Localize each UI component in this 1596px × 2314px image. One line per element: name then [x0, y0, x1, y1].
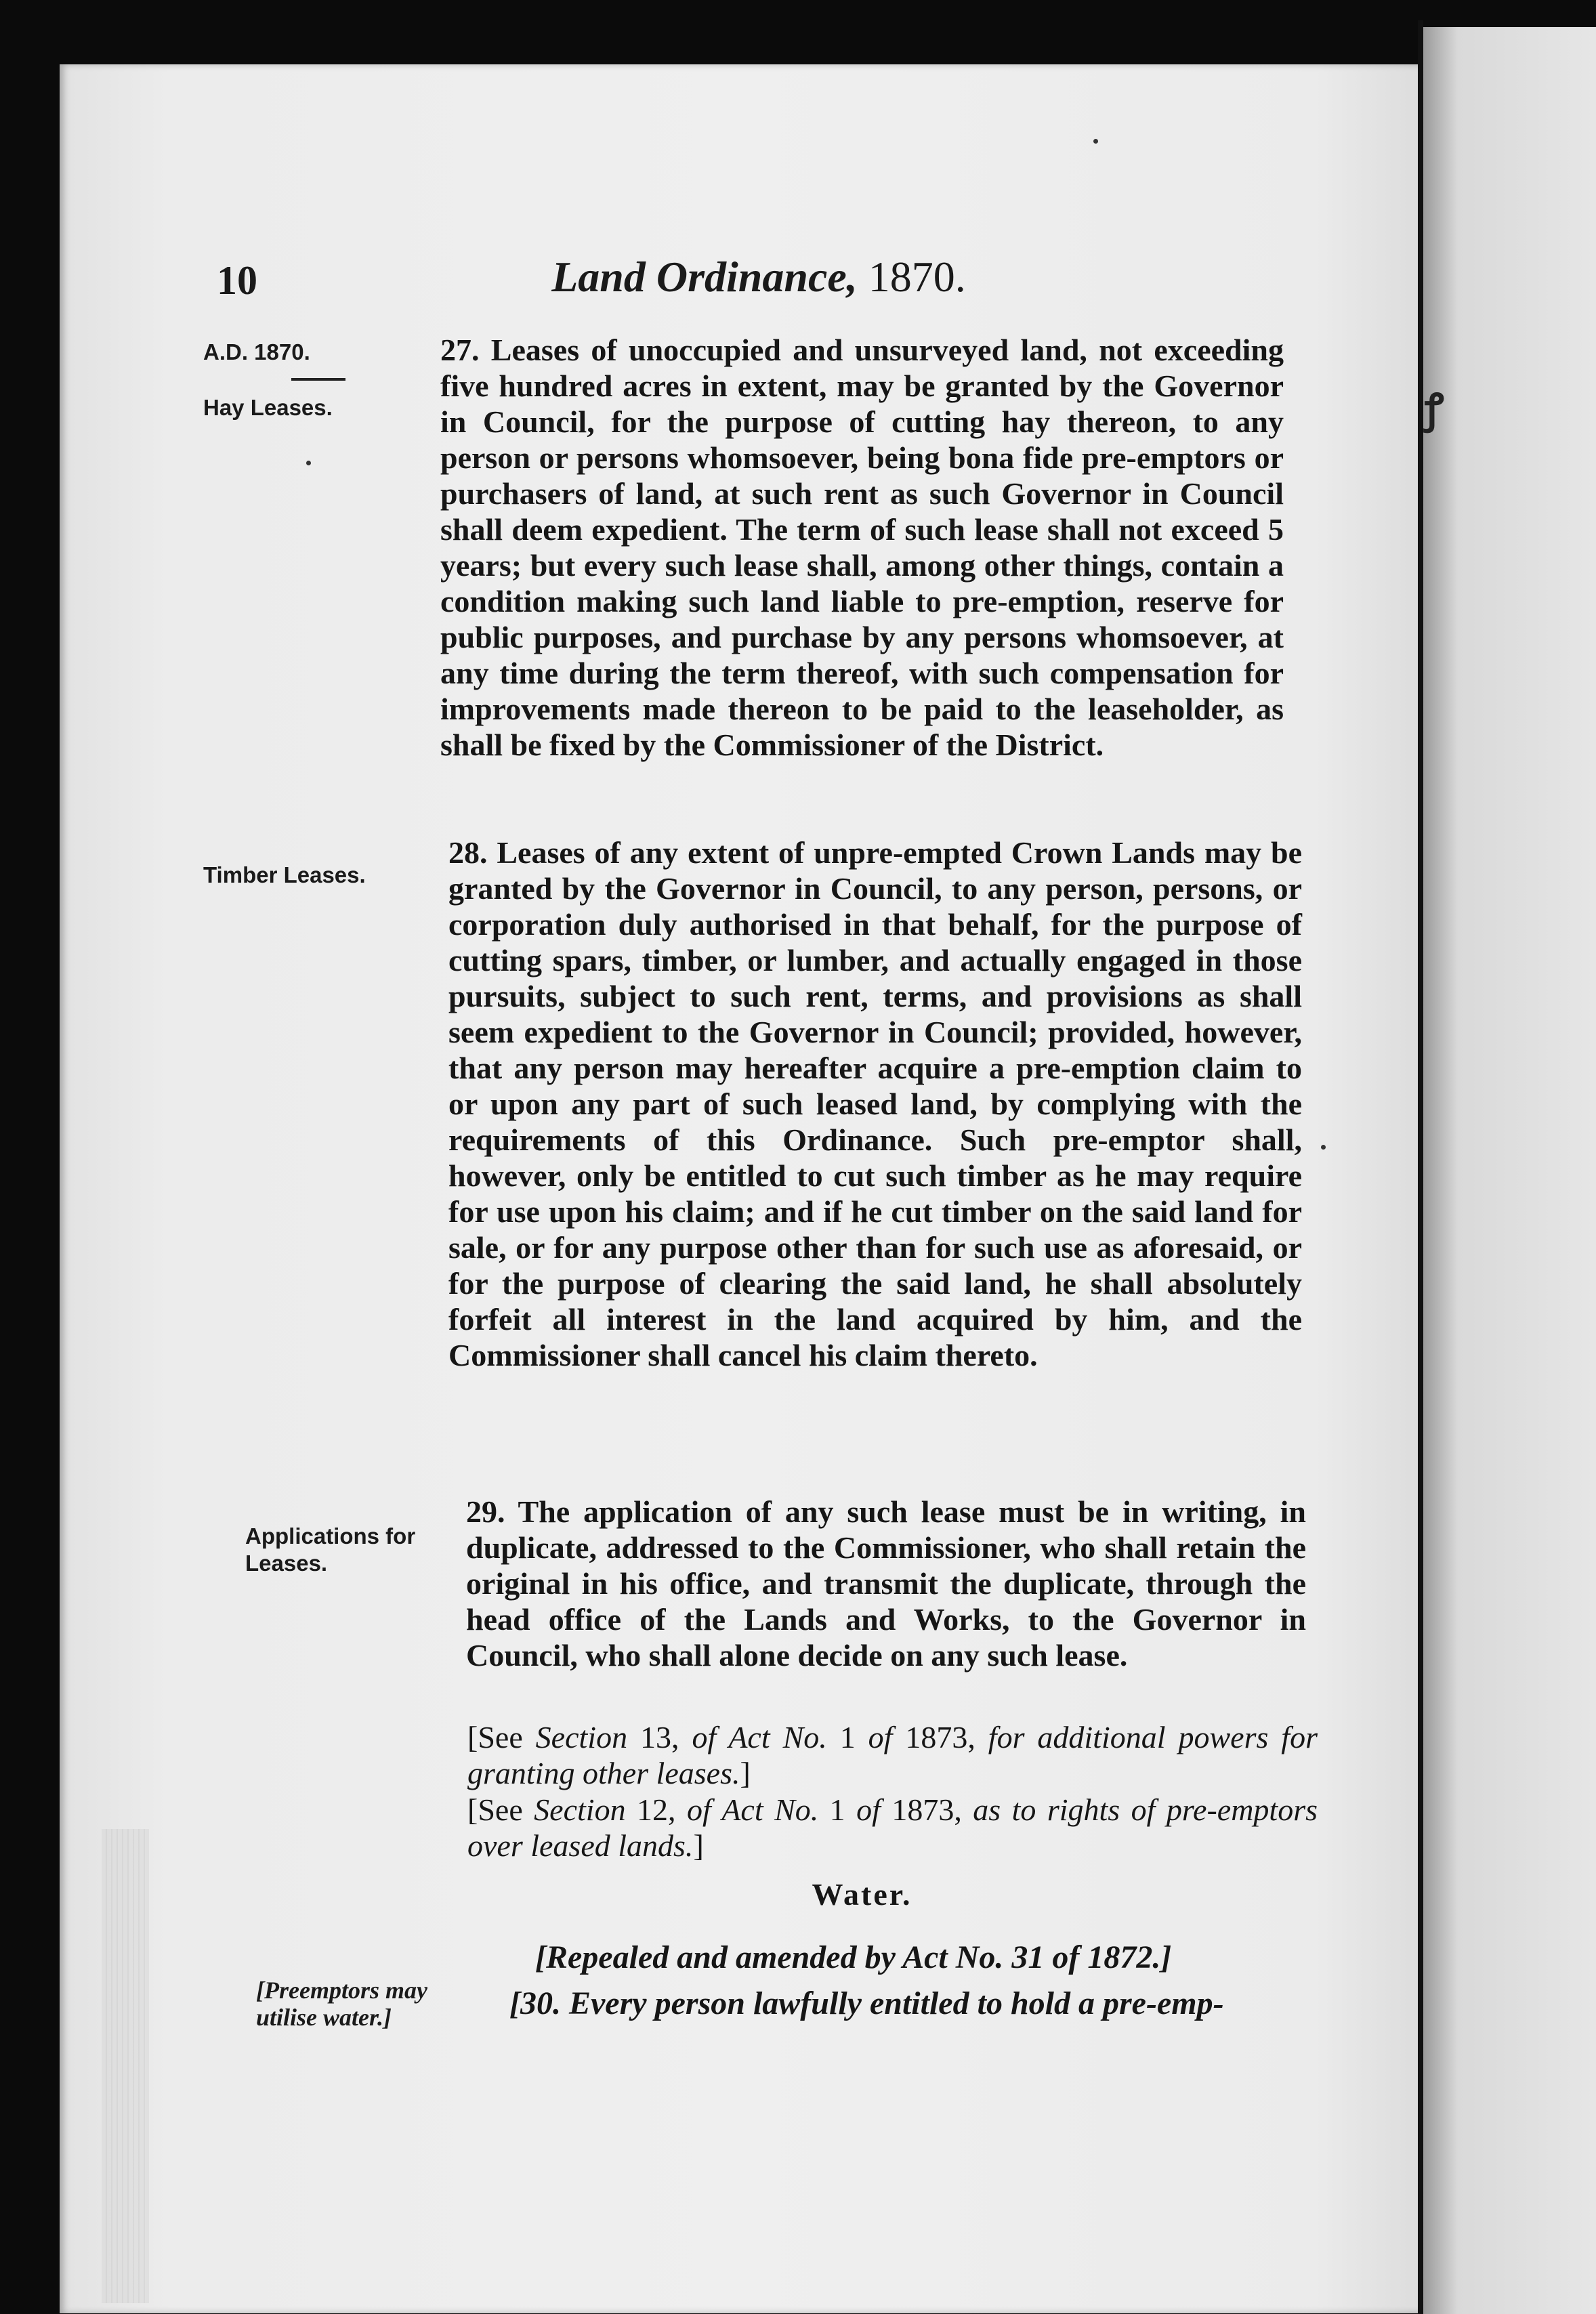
- margin-note-timber-leases: Timber Leases.: [203, 862, 366, 887]
- ref2-act-num: 1: [818, 1792, 857, 1827]
- ref1-of: of: [868, 1720, 893, 1754]
- speck: [1093, 139, 1098, 144]
- scan-border-left: [0, 0, 61, 2314]
- running-title-italic: Land Ordinance,: [551, 253, 858, 301]
- reference-note-1: [467, 1719, 1318, 1791]
- book-gutter: [1418, 20, 1423, 2314]
- ref1-tail: for additional powers for granting other leases.: [467, 1720, 1318, 1790]
- ref1-section: Section: [535, 1720, 628, 1754]
- ref2-year: 1873,: [880, 1792, 973, 1827]
- speck: [306, 461, 311, 465]
- ref2-of: of: [856, 1792, 881, 1827]
- margin-note-applications: Applications for Leases.: [245, 1523, 416, 1576]
- ref1-year: 1873,: [892, 1720, 988, 1754]
- ref1-close: ]: [740, 1756, 751, 1790]
- page-header: [203, 244, 1314, 318]
- ref1-act-num: 1: [826, 1720, 868, 1754]
- ref2-of-act: of Act No.: [686, 1792, 819, 1827]
- water-heading: Water.: [812, 1877, 912, 1912]
- ref2-close: ]: [693, 1828, 704, 1863]
- section-29: 29. The application of any such lease must be in writing, in duplicate, addressed to the Commissioner, who shall retain the original in his office, and transmit the duplicate, through the head office of the Lands and Works, to the Governor in Council, who shall alone decide on any such lease.: [466, 1494, 1306, 1673]
- margin-note-year: A.D. 1870.: [203, 339, 310, 364]
- margin-note-hay-leases: Hay Leases.: [203, 395, 333, 420]
- section-27: 27. Leases of unoccupied and unsurveyed land, not exceeding five hundred acres in extent, may be granted by the Governor in Council, for the purpose of cutting hay thereon, to any person or persons whomsoever, being bona fide pre-emptors or purchasers of land, at such rent as such Governor in Council shall deem expedient. The term of such lease shall not exceed 5 years; but every such lease shall, among other things, contain a condition making such land liable to pre-emption, reserve for public purposes, and purchase by any persons whomsoever, at any time during the term thereof, with such compensation for improvements made thereon to be paid to the leaseholder, as shall be fixed by the Commissioner of the District.: [440, 333, 1284, 762]
- ref1-open: [See: [467, 1720, 536, 1754]
- margin-rule: [291, 378, 345, 381]
- section-30-start: [30. Every person lawfully entitled to hold a pre-emp-: [509, 1985, 1224, 2021]
- ref1-num: 13,: [627, 1720, 692, 1754]
- reference-note-2: [467, 1792, 1318, 1864]
- ref2-tail: as to rights of pre-emptors over leased lands.: [467, 1792, 1318, 1863]
- ref2-open: [See: [467, 1792, 534, 1827]
- ref2-num: 12,: [625, 1792, 687, 1827]
- running-title: [203, 252, 1314, 302]
- speck: [1321, 1145, 1326, 1150]
- facing-page-mark: ꝭ: [1425, 387, 1444, 432]
- ref1-of-act: of Act No.: [692, 1720, 827, 1754]
- ref2-section: Section: [534, 1792, 626, 1827]
- running-title-year: 1870.: [868, 253, 966, 301]
- section-28: 28. Leases of any extent of unpre-empted Crown Lands may be granted by the Governor in Council, to any person, persons, or corporation duly authorised in that behalf, for the purpose of cutting spars, timber, or lumber, and actually engaged in those pursuits, subject to such rent, terms, and provisions as shall seem expedient to the Governor in Council; provided, however, that any person may hereafter acquire a pre-emption claim to or upon any part of such leased land, by complying with the requirements of this Ordinance. Such pre-emptor shall, however, only be entitled to cut such timber as he may require for use upon his claim; and if he cut timber on the said land for sale, or for any purpose other than for such use as aforesaid, or for the purpose of clearing the said land, he shall absolutely forfeit all interest in the land acquired by him, and the Commissioner shall cancel his claim thereto.: [448, 835, 1302, 1372]
- margin-note-preemptors: [Preemptors may utilise water.]: [256, 1977, 427, 2031]
- page-number: 10: [217, 258, 257, 303]
- repealed-line: [Repealed and amended by Act No. 31 of 1872.]: [535, 1939, 1172, 1975]
- page-edges: [102, 1829, 149, 2303]
- facing-page-edge: [1423, 27, 1596, 2314]
